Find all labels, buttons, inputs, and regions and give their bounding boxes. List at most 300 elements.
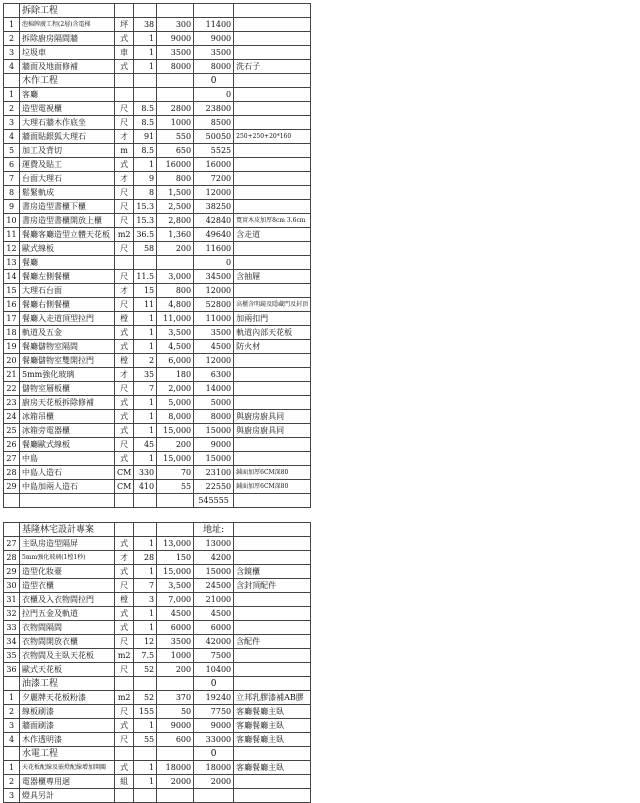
item-no-cell[interactable]: 11 — [4, 228, 20, 242]
item-name-cell[interactable]: 餐廳 — [20, 256, 115, 270]
unit-cell[interactable]: 尺 — [115, 102, 134, 116]
note-cell[interactable] — [234, 551, 311, 565]
note-cell[interactable]: 加兩扣門 — [234, 312, 311, 326]
note-cell[interactable] — [234, 537, 311, 551]
note-cell[interactable] — [234, 452, 311, 466]
item-name-cell[interactable]: 造型化妝臺 — [20, 565, 115, 579]
unit-cell[interactable]: 樘 — [115, 593, 134, 607]
item-name-cell[interactable]: 衣物間及主臥天花板 — [20, 649, 115, 663]
quantity-cell[interactable]: 1 — [134, 340, 157, 354]
amount-cell[interactable]: 12000 — [194, 354, 234, 368]
quantity-cell[interactable]: 35 — [134, 368, 157, 382]
item-no-cell[interactable]: 29 — [4, 565, 20, 579]
unit-price-cell[interactable]: 9000 — [157, 719, 194, 733]
note-cell[interactable]: 防火材 — [234, 340, 311, 354]
unit-price-cell[interactable]: 2,500 — [157, 200, 194, 214]
note-cell[interactable] — [234, 284, 311, 298]
unit-cell[interactable]: m — [115, 144, 134, 158]
amount-cell[interactable] — [194, 789, 234, 803]
item-no-cell[interactable]: 4 — [4, 130, 20, 144]
note-cell[interactable]: 立邦乳膠漆補AB膠 — [234, 691, 311, 705]
quantity-cell[interactable]: 2 — [134, 354, 157, 368]
item-name-cell[interactable]: 餐廳客廳造型立體天花板 — [20, 228, 115, 242]
item-name-cell[interactable]: 拉門五金及軌道 — [20, 607, 115, 621]
item-no-cell[interactable]: 27 — [4, 537, 20, 551]
unit-cell[interactable] — [115, 789, 134, 803]
unit-cell[interactable]: 尺 — [115, 270, 134, 284]
quantity-cell[interactable]: 58 — [134, 242, 157, 256]
blank-cell[interactable] — [157, 494, 194, 508]
quantity-cell[interactable]: 1 — [134, 410, 157, 424]
blank-cell[interactable] — [4, 4, 20, 18]
note-cell[interactable] — [234, 32, 311, 46]
blank-cell[interactable] — [157, 677, 194, 691]
quantity-cell[interactable]: 1 — [134, 424, 157, 438]
note-cell[interactable] — [234, 649, 311, 663]
unit-price-cell[interactable]: 1,500 — [157, 186, 194, 200]
item-name-cell[interactable]: 餐廳歐式線板 — [20, 438, 115, 452]
item-no-cell[interactable]: 27 — [4, 452, 20, 466]
amount-cell[interactable]: 7200 — [194, 172, 234, 186]
amount-cell[interactable]: 34500 — [194, 270, 234, 284]
unit-price-cell[interactable]: 3,500 — [157, 326, 194, 340]
quantity-cell[interactable]: 8.5 — [134, 102, 157, 116]
unit-cell[interactable]: m2 — [115, 691, 134, 705]
section-title[interactable]: 水電工程 — [20, 747, 115, 761]
unit-cell[interactable]: 尺 — [115, 186, 134, 200]
amount-cell[interactable]: 33000 — [194, 733, 234, 747]
unit-price-cell[interactable]: 9000 — [157, 32, 194, 46]
note-cell[interactable]: 含抽屜 — [234, 270, 311, 284]
unit-cell[interactable]: 坪 — [115, 18, 134, 32]
blank-cell[interactable] — [4, 523, 20, 537]
unit-cell[interactable]: 樘 — [115, 312, 134, 326]
blank-cell[interactable] — [234, 747, 311, 761]
item-name-cell[interactable]: 燈具另計 — [20, 789, 115, 803]
quantity-cell[interactable]: 330 — [134, 466, 157, 480]
unit-price-cell[interactable]: 8000 — [157, 60, 194, 74]
unit-cell[interactable]: 組 — [115, 775, 134, 789]
amount-cell[interactable]: 7750 — [194, 705, 234, 719]
blank-cell[interactable] — [234, 494, 311, 508]
amount-cell[interactable]: 15000 — [194, 452, 234, 466]
blank-cell[interactable] — [134, 494, 157, 508]
item-name-cell[interactable]: 歐式線板 — [20, 242, 115, 256]
unit-price-cell[interactable]: 3,000 — [157, 270, 194, 284]
item-name-cell[interactable]: 牆面及地面修補 — [20, 60, 115, 74]
blank-cell[interactable] — [115, 677, 134, 691]
amount-cell[interactable]: 0 — [194, 88, 234, 102]
item-no-cell[interactable]: 34 — [4, 635, 20, 649]
blank-cell[interactable] — [134, 523, 157, 537]
quantity-cell[interactable]: 15.3 — [134, 214, 157, 228]
unit-price-cell[interactable]: 50 — [157, 705, 194, 719]
unit-price-cell[interactable]: 200 — [157, 663, 194, 677]
item-no-cell[interactable]: 1 — [4, 18, 20, 32]
amount-cell[interactable]: 14000 — [194, 382, 234, 396]
unit-cell[interactable]: 式 — [115, 410, 134, 424]
amount-cell[interactable]: 42000 — [194, 635, 234, 649]
item-no-cell[interactable]: 21 — [4, 368, 20, 382]
blank-cell[interactable] — [115, 74, 134, 88]
unit-cell[interactable]: CM — [115, 466, 134, 480]
note-cell[interactable] — [234, 242, 311, 256]
unit-price-cell[interactable]: 2800 — [157, 102, 194, 116]
item-name-cell[interactable]: 天花板配線及嵌燈配線增加開關 — [20, 761, 115, 775]
quantity-cell[interactable]: 1 — [134, 761, 157, 775]
quantity-cell[interactable]: 1 — [134, 607, 157, 621]
unit-cell[interactable]: 式 — [115, 32, 134, 46]
amount-cell[interactable]: 15000 — [194, 424, 234, 438]
note-cell[interactable] — [234, 368, 311, 382]
blank-cell[interactable] — [157, 747, 194, 761]
quantity-cell[interactable]: 45 — [134, 438, 157, 452]
item-name-cell[interactable]: 衣櫃及入衣物間拉門 — [20, 593, 115, 607]
unit-price-cell[interactable]: 5,000 — [157, 396, 194, 410]
amount-cell[interactable]: 15000 — [194, 565, 234, 579]
quantity-cell[interactable]: 3 — [134, 593, 157, 607]
item-no-cell[interactable]: 12 — [4, 242, 20, 256]
quantity-cell[interactable]: 52 — [134, 663, 157, 677]
quantity-cell[interactable]: 7 — [134, 382, 157, 396]
unit-cell[interactable]: 式 — [115, 537, 134, 551]
item-no-cell[interactable]: 1 — [4, 88, 20, 102]
unit-cell[interactable]: 式 — [115, 565, 134, 579]
amount-cell[interactable]: 23800 — [194, 102, 234, 116]
item-name-cell[interactable]: 5mm強化玻璃 — [20, 368, 115, 382]
item-name-cell[interactable]: 衣物間開放衣櫃 — [20, 635, 115, 649]
unit-price-cell[interactable]: 3500 — [157, 635, 194, 649]
note-cell[interactable]: 客廳餐廳主臥 — [234, 761, 311, 775]
amount-cell[interactable]: 8000 — [194, 410, 234, 424]
quantity-cell[interactable]: 1 — [134, 326, 157, 340]
note-cell[interactable]: 250+250+20*160 — [234, 130, 311, 144]
amount-cell[interactable]: 6300 — [194, 368, 234, 382]
amount-cell[interactable]: 42840 — [194, 214, 234, 228]
note-cell[interactable]: 高櫃含明鏡及隱藏門及封頂 — [234, 298, 311, 312]
item-no-cell[interactable]: 26 — [4, 438, 20, 452]
quantity-cell[interactable]: 15 — [134, 284, 157, 298]
amount-cell[interactable]: 16000 — [194, 158, 234, 172]
unit-cell[interactable]: 尺 — [115, 705, 134, 719]
item-no-cell[interactable]: 2 — [4, 32, 20, 46]
amount-cell[interactable]: 11000 — [194, 312, 234, 326]
note-cell[interactable] — [234, 18, 311, 32]
item-no-cell[interactable]: 28 — [4, 551, 20, 565]
quantity-cell[interactable]: 1 — [134, 60, 157, 74]
unit-price-cell[interactable]: 370 — [157, 691, 194, 705]
item-no-cell[interactable]: 2 — [4, 102, 20, 116]
amount-cell[interactable]: 4500 — [194, 340, 234, 354]
amount-cell[interactable]: 23100 — [194, 466, 234, 480]
unit-cell[interactable]: 尺 — [115, 298, 134, 312]
address-label[interactable]: 地址: — [194, 523, 234, 537]
unit-price-cell[interactable]: 600 — [157, 733, 194, 747]
unit-cell[interactable]: 式 — [115, 607, 134, 621]
unit-cell[interactable]: 式 — [115, 396, 134, 410]
blank-cell[interactable] — [4, 74, 20, 88]
quantity-cell[interactable]: 28 — [134, 551, 157, 565]
amount-cell[interactable]: 11600 — [194, 242, 234, 256]
section-title[interactable]: 基隆林宅設計專案 — [20, 523, 115, 537]
amount-cell[interactable]: 4200 — [194, 551, 234, 565]
blank-cell[interactable] — [134, 747, 157, 761]
note-cell[interactable] — [234, 621, 311, 635]
blank-cell[interactable] — [234, 74, 311, 88]
item-name-cell[interactable]: 軌道及五金 — [20, 326, 115, 340]
item-name-cell[interactable]: 書房造型書櫃下櫃 — [20, 200, 115, 214]
quantity-cell[interactable]: 12 — [134, 635, 157, 649]
unit-price-cell[interactable]: 1000 — [157, 649, 194, 663]
blank-cell[interactable] — [234, 677, 311, 691]
item-name-cell[interactable]: 餐廳左側餐櫃 — [20, 270, 115, 284]
blank-cell[interactable] — [234, 523, 311, 537]
unit-price-cell[interactable]: 6000 — [157, 621, 194, 635]
amount-cell[interactable]: 19240 — [194, 691, 234, 705]
item-no-cell[interactable]: 5 — [4, 144, 20, 158]
item-no-cell[interactable]: 6 — [4, 158, 20, 172]
unit-price-cell[interactable]: 3,500 — [157, 579, 194, 593]
unit-price-cell[interactable]: 2000 — [157, 775, 194, 789]
item-no-cell[interactable]: 4 — [4, 733, 20, 747]
quantity-cell[interactable] — [134, 256, 157, 270]
quantity-cell[interactable]: 11 — [134, 298, 157, 312]
section-title[interactable]: 油漆工程 — [20, 677, 115, 691]
quantity-cell[interactable]: 155 — [134, 705, 157, 719]
amount-cell[interactable]: 50050 — [194, 130, 234, 144]
item-no-cell[interactable]: 13 — [4, 256, 20, 270]
note-cell[interactable] — [234, 396, 311, 410]
unit-cell[interactable]: 尺 — [115, 663, 134, 677]
blank-cell[interactable] — [134, 677, 157, 691]
item-no-cell[interactable]: 14 — [4, 270, 20, 284]
item-name-cell[interactable]: 電器櫃專用迴 — [20, 775, 115, 789]
note-cell[interactable] — [234, 186, 311, 200]
quantity-cell[interactable]: 36.5 — [134, 228, 157, 242]
quantity-cell[interactable] — [134, 789, 157, 803]
amount-cell[interactable]: 6000 — [194, 621, 234, 635]
item-name-cell[interactable]: 造型衣櫃 — [20, 579, 115, 593]
quantity-cell[interactable]: 1 — [134, 621, 157, 635]
unit-price-cell[interactable]: 55 — [157, 480, 194, 494]
unit-price-cell[interactable]: 3500 — [157, 46, 194, 60]
item-no-cell[interactable]: 18 — [4, 326, 20, 340]
unit-price-cell[interactable]: 550 — [157, 130, 194, 144]
item-name-cell[interactable]: 中島人造石 — [20, 466, 115, 480]
item-no-cell[interactable]: 3 — [4, 719, 20, 733]
unit-price-cell[interactable]: 18000 — [157, 761, 194, 775]
quantity-cell[interactable]: 1 — [134, 396, 157, 410]
item-name-cell[interactable]: 造型電視櫃 — [20, 102, 115, 116]
blank-cell[interactable] — [157, 4, 194, 18]
item-no-cell[interactable]: 25 — [4, 424, 20, 438]
blank-cell[interactable] — [194, 4, 234, 18]
unit-cell[interactable]: 樘 — [115, 354, 134, 368]
blank-cell[interactable] — [115, 747, 134, 761]
item-name-cell[interactable]: 主臥房造型隔屏 — [20, 537, 115, 551]
amount-cell[interactable]: 52800 — [194, 298, 234, 312]
item-no-cell[interactable]: 22 — [4, 382, 20, 396]
unit-cell[interactable]: 式 — [115, 60, 134, 74]
blank-cell[interactable] — [4, 747, 20, 761]
item-no-cell[interactable]: 35 — [4, 649, 20, 663]
unit-cell[interactable]: 才 — [115, 284, 134, 298]
unit-cell[interactable]: 式 — [115, 340, 134, 354]
note-cell[interactable] — [234, 775, 311, 789]
item-no-cell[interactable]: 31 — [4, 593, 20, 607]
unit-price-cell[interactable]: 15,000 — [157, 424, 194, 438]
item-name-cell[interactable]: 餐廳入走道頂型拉門 — [20, 312, 115, 326]
blank-cell[interactable] — [234, 4, 311, 18]
unit-cell[interactable]: m2 — [115, 228, 134, 242]
quantity-cell[interactable]: 1 — [134, 452, 157, 466]
item-no-cell[interactable]: 32 — [4, 607, 20, 621]
unit-price-cell[interactable]: 200 — [157, 242, 194, 256]
note-cell[interactable]: 客廳餐廳主臥 — [234, 733, 311, 747]
item-name-cell[interactable]: 儲物室層板櫃 — [20, 382, 115, 396]
unit-price-cell[interactable]: 15,000 — [157, 452, 194, 466]
item-name-cell[interactable]: 夕麗牌天花板粉漆 — [20, 691, 115, 705]
unit-cell[interactable]: 才 — [115, 551, 134, 565]
note-cell[interactable]: 鋪面加厚6CM深80 — [234, 466, 311, 480]
item-name-cell[interactable]: 餐廳右側餐櫃 — [20, 298, 115, 312]
quantity-cell[interactable]: 38 — [134, 18, 157, 32]
item-no-cell[interactable]: 20 — [4, 354, 20, 368]
amount-cell[interactable]: 2000 — [194, 775, 234, 789]
item-name-cell[interactable]: 鬆緊軌成 — [20, 186, 115, 200]
unit-cell[interactable]: 才 — [115, 368, 134, 382]
quantity-cell[interactable]: 52 — [134, 691, 157, 705]
note-cell[interactable] — [234, 200, 311, 214]
item-name-cell[interactable]: 書房造型書櫃開放上櫃 — [20, 214, 115, 228]
amount-cell[interactable]: 22550 — [194, 480, 234, 494]
unit-cell[interactable]: CM — [115, 480, 134, 494]
quantity-cell[interactable]: 8.5 — [134, 116, 157, 130]
item-name-cell[interactable]: 線板刷漆 — [20, 705, 115, 719]
quantity-cell[interactable]: 7.5 — [134, 649, 157, 663]
note-cell[interactable]: 寬實木皮加厚8cm 3.6cm — [234, 214, 311, 228]
amount-cell[interactable]: 10400 — [194, 663, 234, 677]
unit-cell[interactable]: 尺 — [115, 242, 134, 256]
unit-price-cell[interactable]: 800 — [157, 284, 194, 298]
unit-price-cell[interactable]: 16000 — [157, 158, 194, 172]
item-name-cell[interactable]: 餐廳儲物室雙開拉門 — [20, 354, 115, 368]
unit-cell[interactable]: 式 — [115, 452, 134, 466]
unit-price-cell[interactable] — [157, 88, 194, 102]
item-no-cell[interactable]: 3 — [4, 116, 20, 130]
amount-cell[interactable]: 7500 — [194, 649, 234, 663]
note-cell[interactable]: 與廚房廚具同 — [234, 410, 311, 424]
unit-cell[interactable]: 車 — [115, 46, 134, 60]
item-no-cell[interactable]: 1 — [4, 761, 20, 775]
quantity-cell[interactable]: 7 — [134, 579, 157, 593]
item-no-cell[interactable]: 23 — [4, 396, 20, 410]
quantity-cell[interactable]: 1 — [134, 158, 157, 172]
quantity-cell[interactable]: 1 — [134, 46, 157, 60]
quantity-cell[interactable]: 1 — [134, 775, 157, 789]
amount-cell[interactable]: 21000 — [194, 593, 234, 607]
note-cell[interactable]: 含走道 — [234, 228, 311, 242]
unit-cell[interactable]: 尺 — [115, 579, 134, 593]
unit-price-cell[interactable]: 2,800 — [157, 214, 194, 228]
note-cell[interactable] — [234, 172, 311, 186]
item-no-cell[interactable]: 16 — [4, 298, 20, 312]
unit-cell[interactable]: 才 — [115, 130, 134, 144]
item-name-cell[interactable]: 衣物間隔間 — [20, 621, 115, 635]
item-no-cell[interactable]: 19 — [4, 340, 20, 354]
note-cell[interactable] — [234, 144, 311, 158]
blank-cell[interactable] — [157, 74, 194, 88]
amount-cell[interactable]: 18000 — [194, 761, 234, 775]
unit-price-cell[interactable]: 180 — [157, 368, 194, 382]
amount-cell[interactable]: 49640 — [194, 228, 234, 242]
note-cell[interactable] — [234, 789, 311, 803]
note-cell[interactable] — [234, 593, 311, 607]
unit-cell[interactable]: 尺 — [115, 116, 134, 130]
unit-cell[interactable]: 式 — [115, 424, 134, 438]
blank-cell[interactable] — [115, 523, 134, 537]
section-total[interactable]: 0 — [194, 74, 234, 88]
unit-price-cell[interactable]: 70 — [157, 466, 194, 480]
item-name-cell[interactable]: 客廳 — [20, 88, 115, 102]
section-title[interactable]: 木作工程 — [20, 74, 115, 88]
quantity-cell[interactable]: 1 — [134, 32, 157, 46]
blank-cell[interactable] — [20, 494, 115, 508]
item-no-cell[interactable]: 10 — [4, 214, 20, 228]
unit-price-cell[interactable]: 6,000 — [157, 354, 194, 368]
unit-cell[interactable] — [115, 88, 134, 102]
unit-cell[interactable]: 式 — [115, 621, 134, 635]
unit-cell[interactable]: 尺 — [115, 635, 134, 649]
quantity-cell[interactable]: 410 — [134, 480, 157, 494]
unit-price-cell[interactable]: 13,000 — [157, 537, 194, 551]
unit-cell[interactable]: 尺 — [115, 733, 134, 747]
item-name-cell[interactable]: 歐式天花板 — [20, 663, 115, 677]
unit-price-cell[interactable]: 150 — [157, 551, 194, 565]
blank-cell[interactable] — [134, 74, 157, 88]
unit-cell[interactable]: 尺 — [115, 200, 134, 214]
unit-cell[interactable]: 尺 — [115, 382, 134, 396]
unit-cell[interactable]: 式 — [115, 158, 134, 172]
section-total[interactable]: 0 — [194, 677, 234, 691]
note-cell[interactable] — [234, 116, 311, 130]
item-name-cell[interactable]: 泡棉牌廣工程(2層)含電梯 — [20, 18, 115, 32]
note-cell[interactable] — [234, 256, 311, 270]
section-total[interactable]: 0 — [194, 747, 234, 761]
item-no-cell[interactable]: 17 — [4, 312, 20, 326]
note-cell[interactable] — [234, 607, 311, 621]
amount-cell[interactable]: 12000 — [194, 186, 234, 200]
note-cell[interactable] — [234, 354, 311, 368]
note-cell[interactable] — [234, 382, 311, 396]
item-name-cell[interactable]: 大理石牆木作底坐 — [20, 116, 115, 130]
amount-cell[interactable]: 3500 — [194, 326, 234, 340]
amount-cell[interactable]: 4500 — [194, 607, 234, 621]
item-no-cell[interactable]: 30 — [4, 579, 20, 593]
unit-cell[interactable]: 才 — [115, 172, 134, 186]
note-cell[interactable] — [234, 663, 311, 677]
blank-cell[interactable] — [4, 677, 20, 691]
quantity-cell[interactable]: 1 — [134, 537, 157, 551]
item-no-cell[interactable]: 29 — [4, 480, 20, 494]
item-name-cell[interactable]: 餐廳儲物室隔間 — [20, 340, 115, 354]
item-no-cell[interactable]: 3 — [4, 789, 20, 803]
item-name-cell[interactable]: 加工及背切 — [20, 144, 115, 158]
blank-cell[interactable] — [115, 494, 134, 508]
item-no-cell[interactable]: 33 — [4, 621, 20, 635]
note-cell[interactable]: 客廳餐廳主臥 — [234, 719, 311, 733]
note-cell[interactable]: 含封頂配件 — [234, 579, 311, 593]
